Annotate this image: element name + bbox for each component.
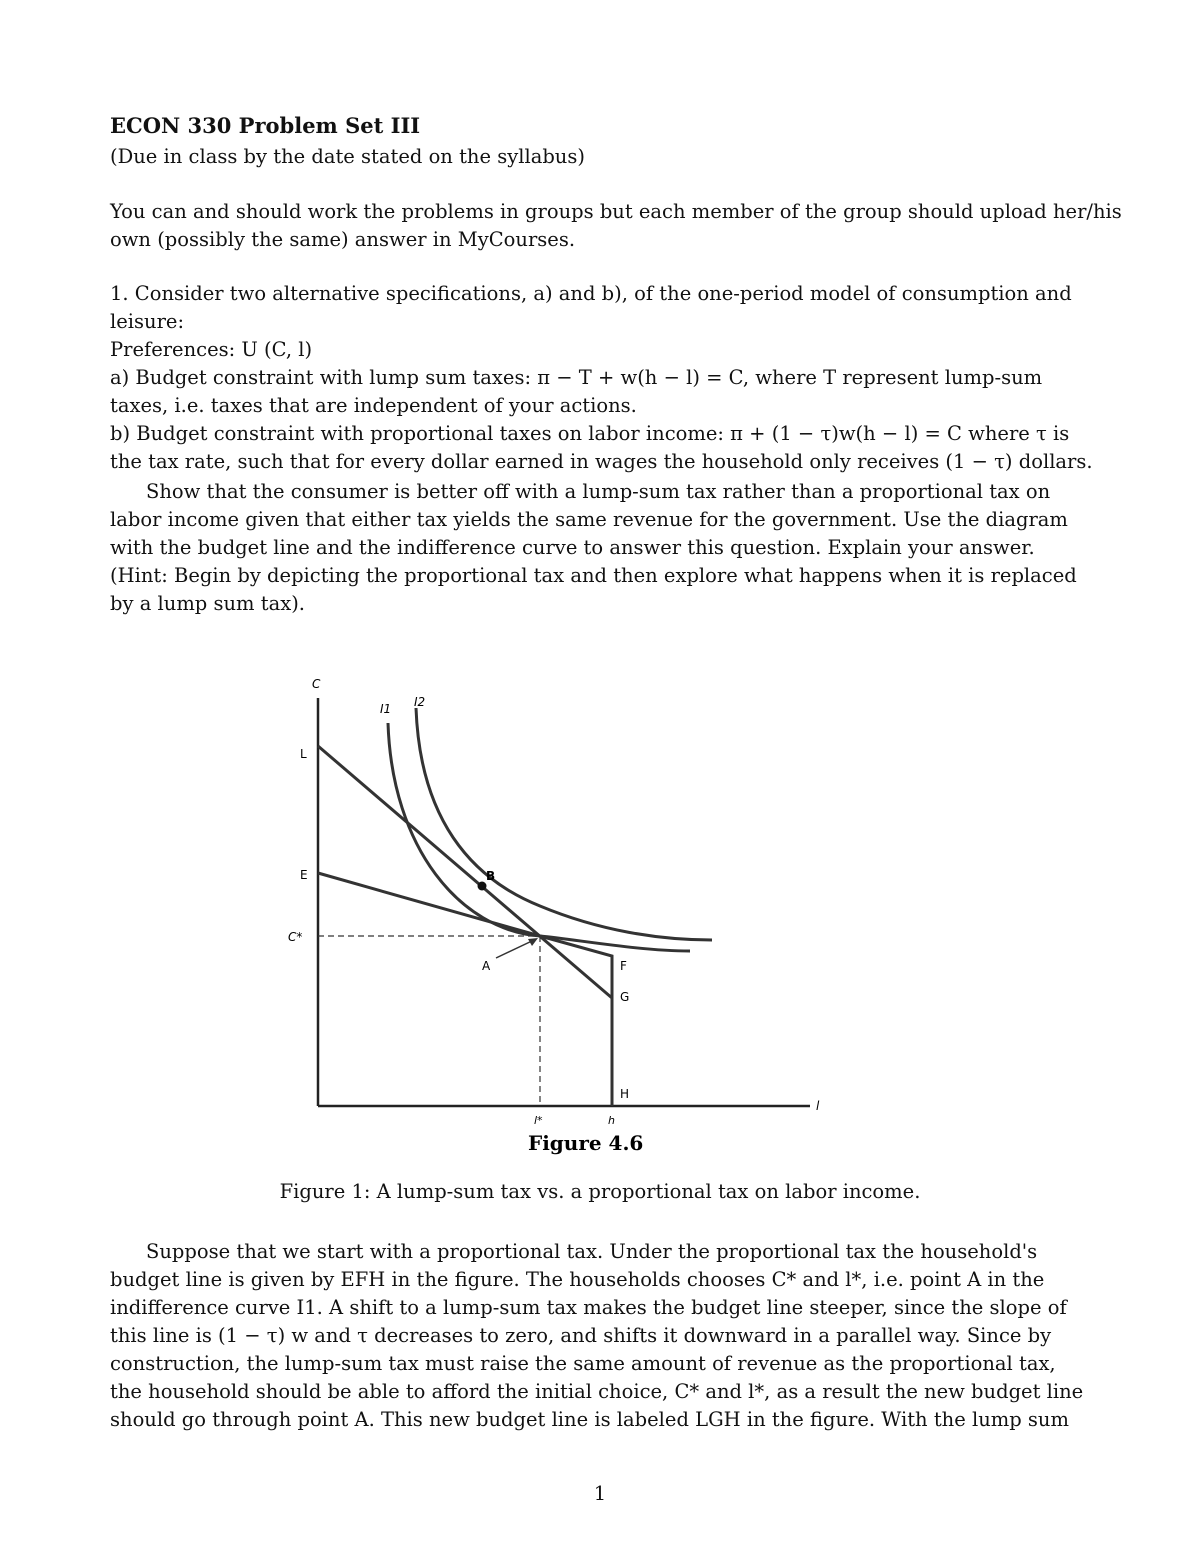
answer-line-4: this line is (1 − τ) w and τ decreases to zero, and shifts it downward in a parallel way. Since by <box>110 1324 1052 1347</box>
point-label-l: L <box>300 747 307 761</box>
question-line-1: Show that the consumer is better off with a lump-sum tax rather than a proportional tax on <box>146 480 1051 503</box>
problem-line-2: leisure: <box>110 310 185 333</box>
diagram-svg <box>280 668 840 1163</box>
option-b-line-1: b) Budget constraint with proportional taxes on labor income: π + (1 − τ)w(h − l) = C where τ is <box>110 422 1070 445</box>
answer-line-5: construction, the lump-sum tax must raise the same amount of revenue as the proportional tax, <box>110 1352 1056 1375</box>
figure-inner-title: Figure 4.6 <box>528 1131 644 1155</box>
answer-line-7: should go through point A. This new budget line is labeled LGH in the figure. With the lump sum <box>110 1408 1069 1431</box>
page-number: 1 <box>593 1482 607 1505</box>
x-tick-h: h <box>608 1114 615 1127</box>
point-label-e: E <box>300 868 308 882</box>
page-title: ECON 330 Problem Set III <box>110 113 421 138</box>
curve-label-i2: I2 <box>414 695 426 709</box>
x-tick-l-star: l* <box>534 1114 543 1127</box>
question-line-2: labor income given that either tax yields the same revenue for the government. Use the diagram <box>110 508 1068 531</box>
point-label-b: B <box>486 869 496 883</box>
y-axis-label: C <box>312 677 321 691</box>
point-label-g: G <box>620 990 630 1004</box>
arrow-to-a <box>496 940 534 958</box>
question-line-3: with the budget line and the indifference curve to answer this question. Explain your answer. <box>110 536 1035 559</box>
answer-line-1: Suppose that we start with a proportional tax. Under the proportional tax the household's <box>146 1240 1038 1263</box>
intro-line-1: You can and should work the problems in groups but each member of the group should upload her/his <box>110 200 1122 223</box>
option-b-line-2: the tax rate, such that for every dollar earned in wages the household only receives (1 − τ) dollars. <box>110 450 1093 473</box>
figure-caption: Figure 1: A lump-sum tax vs. a proportional tax on labor income. <box>279 1180 921 1203</box>
intro-line-2: own (possibly the same) answer in MyCourses. <box>110 228 576 251</box>
indifference-curve-i1 <box>388 723 690 951</box>
option-a-line-1: a) Budget constraint with lump sum taxes: π − T + w(h − l) = C, where T represent lump-sum <box>110 366 1043 389</box>
due-note: (Due in class by the date stated on the syllabus) <box>110 145 585 168</box>
option-a-line-2: taxes, i.e. taxes that are independent of your actions. <box>110 394 637 417</box>
figure-diagram <box>280 668 840 1163</box>
answer-line-3: indifference curve I1. A shift to a lump-sum tax makes the budget line steeper, since the slope of <box>110 1296 1067 1319</box>
problem-line-1: 1. Consider two alternative specifications, a) and b), of the one-period model of consumption and <box>110 282 1072 305</box>
x-axis-label: l <box>816 1099 820 1113</box>
point-label-c-star: C* <box>288 930 303 944</box>
preferences-line: Preferences: U (C, l) <box>110 338 313 361</box>
answer-line-6: the household should be able to afford the initial choice, C* and l*, as a result the new budget line <box>110 1380 1084 1403</box>
indifference-curve-i2 <box>416 708 712 940</box>
question-line-5: by a lump sum tax). <box>110 592 306 615</box>
question-line-4: (Hint: Begin by depicting the proportional tax and then explore what happens when it is replaced <box>110 564 1077 587</box>
curve-label-i1: I1 <box>380 702 392 716</box>
point-label-h: H <box>620 1087 630 1101</box>
budget-line-lgh <box>318 746 612 998</box>
budget-line-efh <box>318 873 612 1106</box>
answer-line-2: budget line is given by EFH in the figure. The households chooses C* and l*, i.e. point A in the <box>110 1268 1045 1291</box>
point-label-f: F <box>620 959 627 973</box>
point-label-a: A <box>482 959 491 973</box>
